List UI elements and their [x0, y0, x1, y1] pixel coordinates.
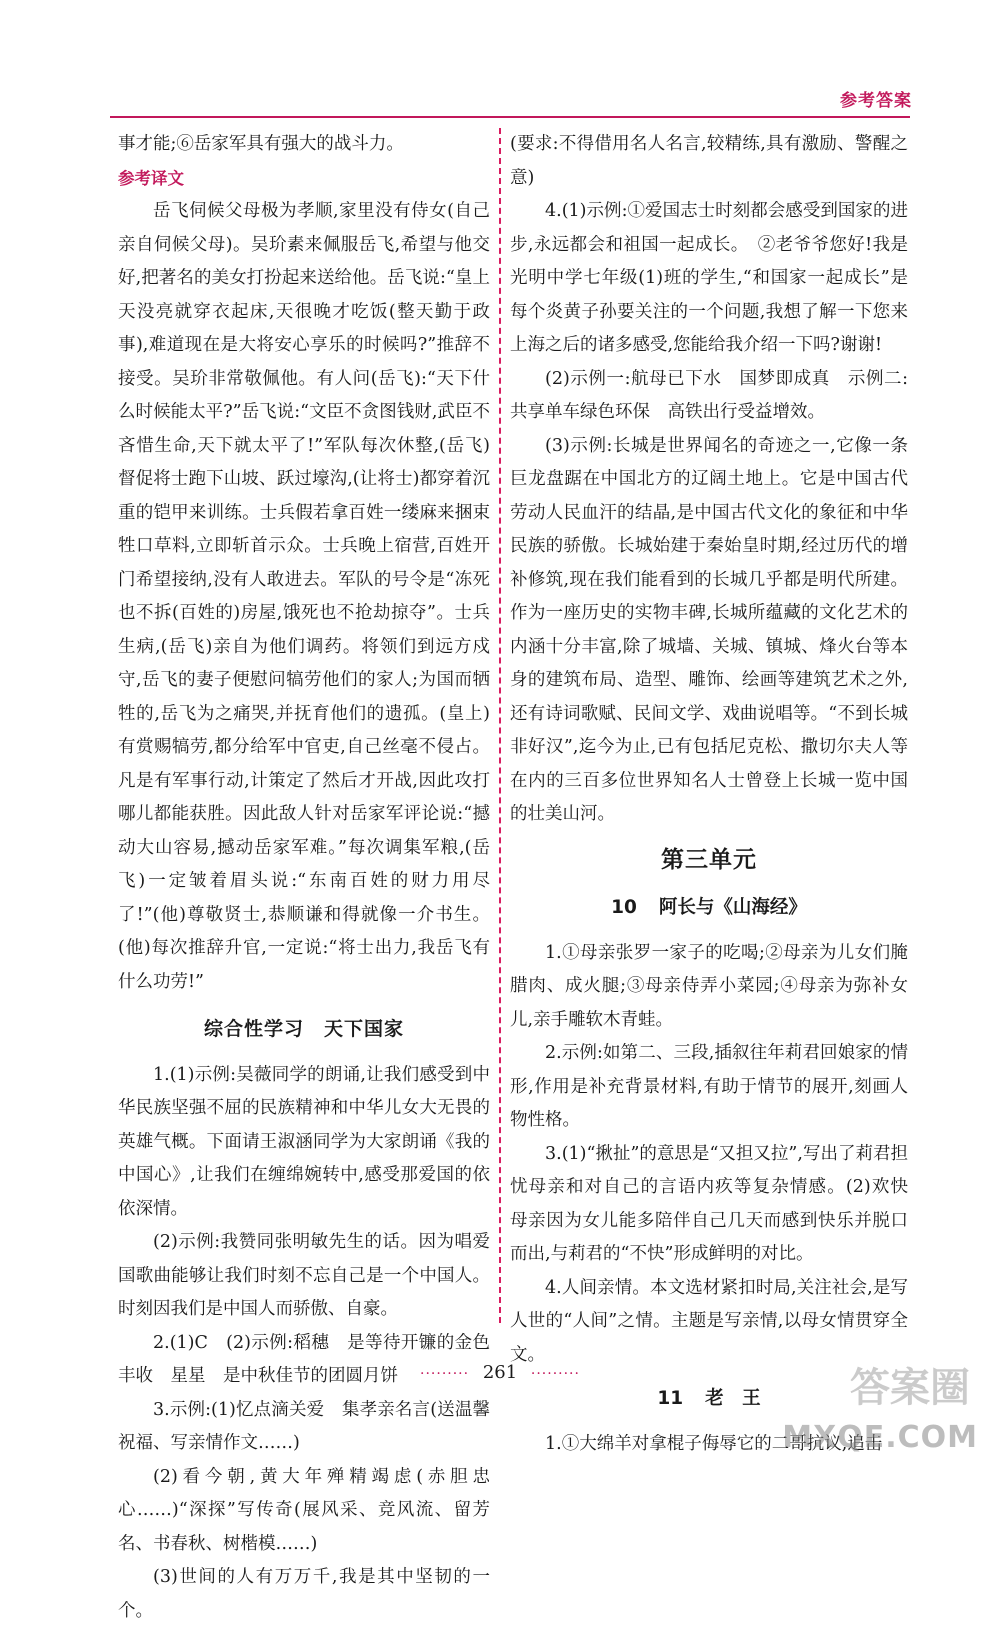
paragraph: 事才能;⑥岳家军具有强大的战斗力。 [118, 134, 404, 154]
paragraph: 1.①母亲张罗一家子的吃喝;②母亲为儿女们腌腊肉、成火腿;③母亲侍弄小菜园;④母亲为弥补女儿,亲手雕软木青蛙。 [510, 942, 908, 1030]
paragraph: 2.(1)C (2)示例:稻穗 是等待开镰的金色丰收 星星 是中秋佳节的团圆月饼 [118, 1332, 490, 1386]
header-label: 参考答案 [840, 91, 912, 111]
paragraph: 3.(1)“揪扯”的意思是“又担又拉”,写出了莉君担忧母亲和对自己的言语内疚等复杂情感。(2)欢快 母亲因为女儿能多陪伴自己几天而感到快乐并脱口而出,与莉君的“不快”形成鲜明的对比。 [510, 1143, 926, 1264]
lesson-name: 老 王 [705, 1388, 761, 1409]
column-divider [499, 128, 501, 1323]
paragraph: (2)示例:我赞同张明敏先生的话。因为唱爱国歌曲能够让我们时刻不忘自己是一个中国人。时刻因我们是中国人而骄傲、自豪。 [118, 1232, 490, 1319]
paragraph: 1.①大绵羊对拿棍子侮辱它的二哥抗议,追击 [545, 1433, 883, 1454]
footer-dots-right: ········· [530, 1366, 580, 1382]
lesson-title [510, 891, 908, 925]
subheading: 参考译文 [118, 168, 184, 188]
paragraph: (2)看今朝,黄大年殚精竭虑(赤胆忠心……)“深探”写传奇(展风采、竞风流、留芳名、书春秋、树楷模……) [118, 1466, 490, 1554]
header-rule [110, 116, 910, 118]
lesson-number: 11 [657, 1388, 684, 1409]
paragraph: 岳飞伺候父母极为孝顺,家里没有侍女(自己亲自伺候父母)。吴玠素来佩服岳飞,希望与他交好,把著名的美女打扮起来送给他。岳飞说:“皇上天没亮就穿衣起床,天很晚才吃饭(整天勤于政事),难道现在是大将安心享乐的时候吗?”推辞不接受。吴玠非常敬佩他。有人问(岳飞):“天下什么时候能太平?”岳飞说:“文臣不贪图钱财,武臣不吝惜生命,天下就太平了!”军队每次休整,(岳飞)督促将士跑下山坡、跃过壕沟,(让将士)都穿着沉重的铠甲来训练。士兵假若拿百姓一缕麻来捆束牲口草料,立即斩首示众。士兵晚上宿营,百姓开门希望接纳,没有人敢进去。军队的号令是“冻死也不拆(百姓的)房屋,饿死也不抢劫掠夺”。士兵生病,(岳飞)亲自为他们调药。将领们到远方戍守,岳飞的妻子便慰问犒劳他们的家人;为国而牺牲的,岳飞为之痛哭,并抚育他们的遗孤。(皇上)有赏赐犒劳,都分给军中官吏,自己丝毫不侵占。凡是有军事行动,计策定了然后才开战,因此攻打哪儿都能获胜。因此敌人针对岳家军评论说:“撼动大山容易,撼动岳家军难。”每次调集军粮,(岳飞)一定皱着眉头说:“东南百姓的财力用尽了!”(他)尊敬贤士,恭顺谦和得就像一介书生。(他)每次推辞升官,一定说:“将士出力,我岳飞有什么功劳!” [118, 201, 490, 992]
paragraph: (要求:不得借用名人名言,较精练,具有激励、警醒之意) [510, 134, 908, 188]
paragraph: (3)示例:长城是世界闻名的奇迹之一,它像一条巨龙盘踞在中国北方的辽阔土地上。它是中国古代劳动人民血汗的结晶,是中国古代文化的象征和中华民族的骄傲。长城始建于秦始皇时期,经过历代的增补修筑,现在我们能看到的长城几乎都是明代所建。作为一座历史的实物丰碑,长城所蕴藏的文化艺术的内涵十分丰富,除了城墙、关城、镇城、烽火台等本身的建筑布局、造型、雕饰、绘画等建筑艺术之外,还有诗词歌赋、民间文学、戏曲说唱等。“不到长城非好汉”,迄今为止,已有包括尼克松、撒切尔夫人等在内的三百多位世界知名人士曾登上长城一览中国的壮美山河。 [510, 435, 908, 824]
paragraph: 1.(1)示例:吴薇同学的朗诵,让我们感受到中华民族坚强不屈的民族精神和中华儿女大无畏的英雄气概。下面请王淑涵同学为大家朗诵《我的中国心》,让我们在缠绵婉转中,感受那爱国的依依深情。 [118, 1064, 490, 1219]
watermark-logo: 答案圈 [850, 1365, 970, 1411]
lesson-title [510, 1382, 908, 1416]
paragraph: (2)示例一:航母已下水 国梦即成真 示例二:共享单车绿色环保 高铁出行受益增效。 [510, 368, 908, 422]
unit-title: 第三单元 [661, 846, 757, 873]
lesson-number: 10 [611, 897, 637, 918]
footer-dots-left: ········· [420, 1366, 470, 1382]
paragraph: 4.(1)示例:①爱国志士时刻都会感受到国家的进步,永远都会和祖国一起成长。 ②老爷爷您好!我是光明中学七年级(1)班的学生,“和国家一起成长”是每个炎黄子孙要关注的一个问题,我想了解一下您来上海之后的诸多感受,您能给我介绍一下吗?谢谢! [510, 201, 908, 355]
lesson-name: 阿长与《山海经》 [658, 897, 807, 918]
paragraph: 2.示例:如第二、三段,插叙往年莉君回娘家的情形,作用是补充背景材料,有助于情节的展开,刻画人物性格。 [510, 1043, 908, 1130]
watermark-text: MXQE.COM [782, 1420, 978, 1455]
section-title: 综合性学习 天下国家 [203, 1018, 404, 1040]
page-number: 261 [482, 1362, 518, 1383]
paragraph: 3.示例:(1)忆点滴关爱 集孝亲名言(送温馨祝福、写亲情作文……) [118, 1399, 490, 1453]
paragraph: 4.人间亲情。本文选材紧扣时局,关注社会,是写人世的“人间”之情。主题是写亲情,以母女情贯穿全文。 [510, 1277, 908, 1365]
left-column [118, 128, 490, 1628]
paragraph: (3)世间的人有万万千,我是其中坚韧的一个。 [118, 1567, 490, 1621]
